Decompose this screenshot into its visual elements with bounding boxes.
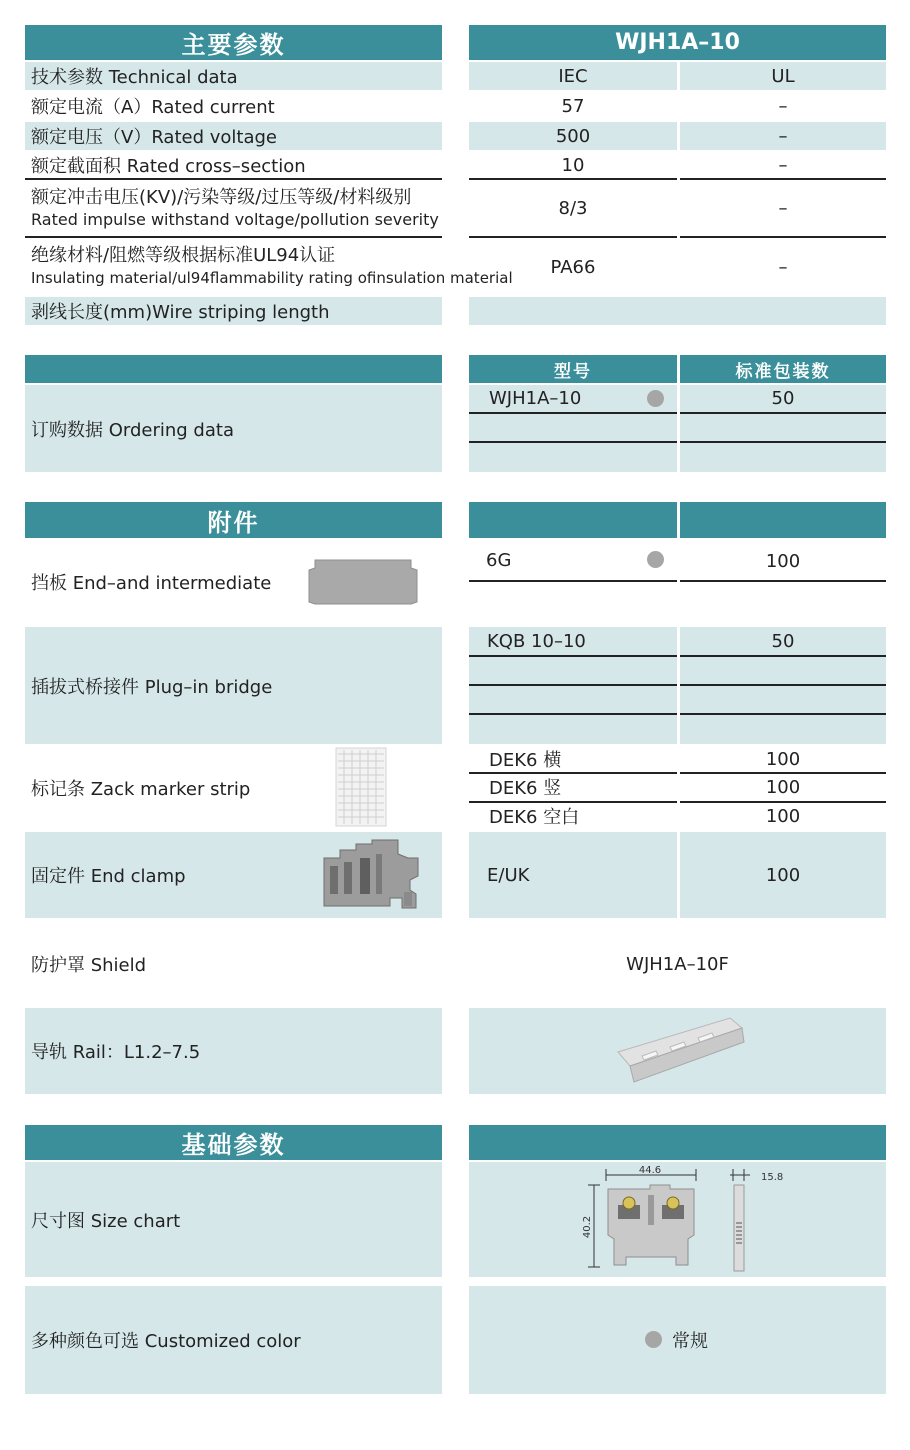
divider	[680, 580, 886, 582]
end-clamp-model: E/UK	[469, 832, 677, 918]
row-rated-voltage: 额定电压（V）Rated voltage	[25, 122, 442, 150]
bridge-empty-cell	[680, 657, 886, 684]
end-plate-label: 挡板 End–and intermediate	[31, 573, 272, 594]
row-wire-striping: 剥线长度(mm)Wire striping length	[25, 297, 442, 325]
width-dimension: 44.6	[638, 1165, 662, 1176]
divider	[680, 236, 886, 238]
color-swatch-icon	[645, 1331, 662, 1348]
ordering-empty-cell	[469, 414, 677, 441]
marker-pack-2: 100	[765, 776, 801, 798]
ordering-pack: 50	[680, 385, 886, 412]
accessories-header-bar	[469, 502, 677, 538]
col-pack-text: 标准包装数	[735, 361, 831, 382]
col-model-text: 型号	[554, 361, 592, 382]
rated-voltage-ul: –	[680, 122, 886, 150]
wire-striping-value	[469, 297, 886, 325]
iec-header: IEC	[469, 62, 677, 90]
bridge-label: 插拔式桥接件 Plug–in bridge	[25, 627, 442, 744]
color-dot-icon	[647, 551, 664, 568]
end-plate-model-text: 6G	[486, 549, 512, 571]
divider	[680, 178, 886, 180]
marker-model-1: DEK6 横	[489, 750, 562, 771]
depth-dimension: 15.8	[761, 1172, 784, 1183]
shield-model: WJH1A–10F	[626, 953, 729, 975]
row-rated-cross-section: 额定截面积 Rated cross–section	[31, 156, 306, 177]
marker-model-3: DEK6 空白	[489, 807, 580, 828]
ordering-header-bar	[25, 355, 442, 383]
accessories-header	[25, 502, 442, 538]
impulse-voltage-label-en: Rated impulse withstand voltage/pollution severity	[31, 209, 439, 229]
rail-label: 导轨 Rail：L1.2–7.5	[25, 1008, 442, 1094]
main-params-header	[25, 25, 442, 60]
insulating-ul: –	[778, 256, 788, 278]
marker-strip-image	[336, 748, 388, 828]
basic-header-text: 基础参数	[181, 1131, 286, 1159]
bridge-empty-cell	[469, 715, 677, 744]
size-chart-label: 尺寸图 Size chart	[25, 1162, 442, 1277]
row-impulse-voltage	[25, 181, 442, 236]
impulse-voltage-label-cn: 额定冲击电压(KV)/污染等级/过压等级/材料级别	[31, 186, 412, 208]
col-pack-header	[680, 355, 886, 383]
end-clamp-pack: 100	[680, 832, 886, 918]
end-clamp-label: 固定件 End clamp	[25, 832, 442, 918]
color-label: 多种颜色可选 Customized color	[25, 1286, 442, 1394]
divider	[469, 580, 677, 582]
ordering-model-text: WJH1A–10	[489, 388, 582, 409]
rated-current-iec: 57	[561, 95, 585, 117]
main-params-header-text: 主要参数	[181, 31, 286, 59]
accessories-header-bar	[680, 502, 886, 538]
col-model-header	[469, 355, 677, 383]
rated-voltage-iec: 500	[469, 122, 677, 150]
bridge-empty-cell	[680, 715, 886, 744]
divider	[469, 236, 677, 238]
rail-image	[612, 1012, 748, 1088]
end-plate-model	[469, 545, 677, 575]
impulse-voltage-ul: –	[778, 198, 788, 219]
ordering-label: 订购数据 Ordering data	[25, 385, 442, 472]
insulating-iec: PA66	[550, 256, 596, 278]
height-dimension: 40.2	[582, 1215, 593, 1239]
bridge-empty-cell	[680, 686, 886, 713]
marker-model-2: DEK6 竖	[489, 778, 562, 799]
row-rated-current: 额定电流（A）Rated current	[31, 97, 275, 118]
basic-header-bar	[469, 1125, 886, 1160]
row-technical-data: 技术参数 Technical data	[25, 62, 442, 90]
marker-label: 标记条 Zack marker strip	[31, 779, 251, 800]
shield-label: 防护罩 Shield	[31, 955, 147, 976]
divider	[469, 178, 677, 180]
marker-pack-3: 100	[765, 805, 801, 827]
end-clamp-image	[320, 840, 444, 916]
cross-section-iec: 10	[561, 154, 585, 176]
ordering-empty-cell	[680, 443, 886, 472]
accessories-header-text: 附件	[207, 508, 260, 537]
color-dot-icon	[647, 390, 664, 407]
end-plate-pack: 100	[765, 550, 801, 572]
ordering-empty-cell	[469, 443, 677, 472]
basic-header	[25, 1125, 442, 1160]
bridge-empty-cell	[469, 657, 677, 684]
insulating-label-en: Insulating material/ul94flammability rating ofinsulation material	[31, 269, 513, 287]
bridge-model: KQB 10–10	[469, 627, 677, 655]
end-plate-image	[307, 556, 419, 608]
marker-pack-1: 100	[765, 748, 801, 770]
cross-section-ul: –	[778, 154, 788, 176]
bridge-empty-cell	[469, 686, 677, 713]
size-chart-diagram	[570, 1163, 800, 1275]
bridge-pack: 50	[680, 627, 886, 655]
ul-header: UL	[680, 62, 886, 90]
impulse-voltage-iec: 8/3	[558, 198, 588, 219]
model-header-text: WJH1A–10	[615, 30, 740, 55]
row-insulating-material	[25, 240, 513, 294]
color-option: 常规	[672, 1331, 708, 1352]
rated-current-ul: –	[778, 95, 788, 117]
insulating-label-cn: 绝缘材料/阻燃等级根据标准UL94认证	[31, 245, 336, 266]
divider	[25, 178, 442, 180]
ordering-model	[469, 385, 677, 412]
model-header	[469, 25, 886, 60]
ordering-empty-cell	[680, 414, 886, 441]
divider	[25, 236, 442, 238]
